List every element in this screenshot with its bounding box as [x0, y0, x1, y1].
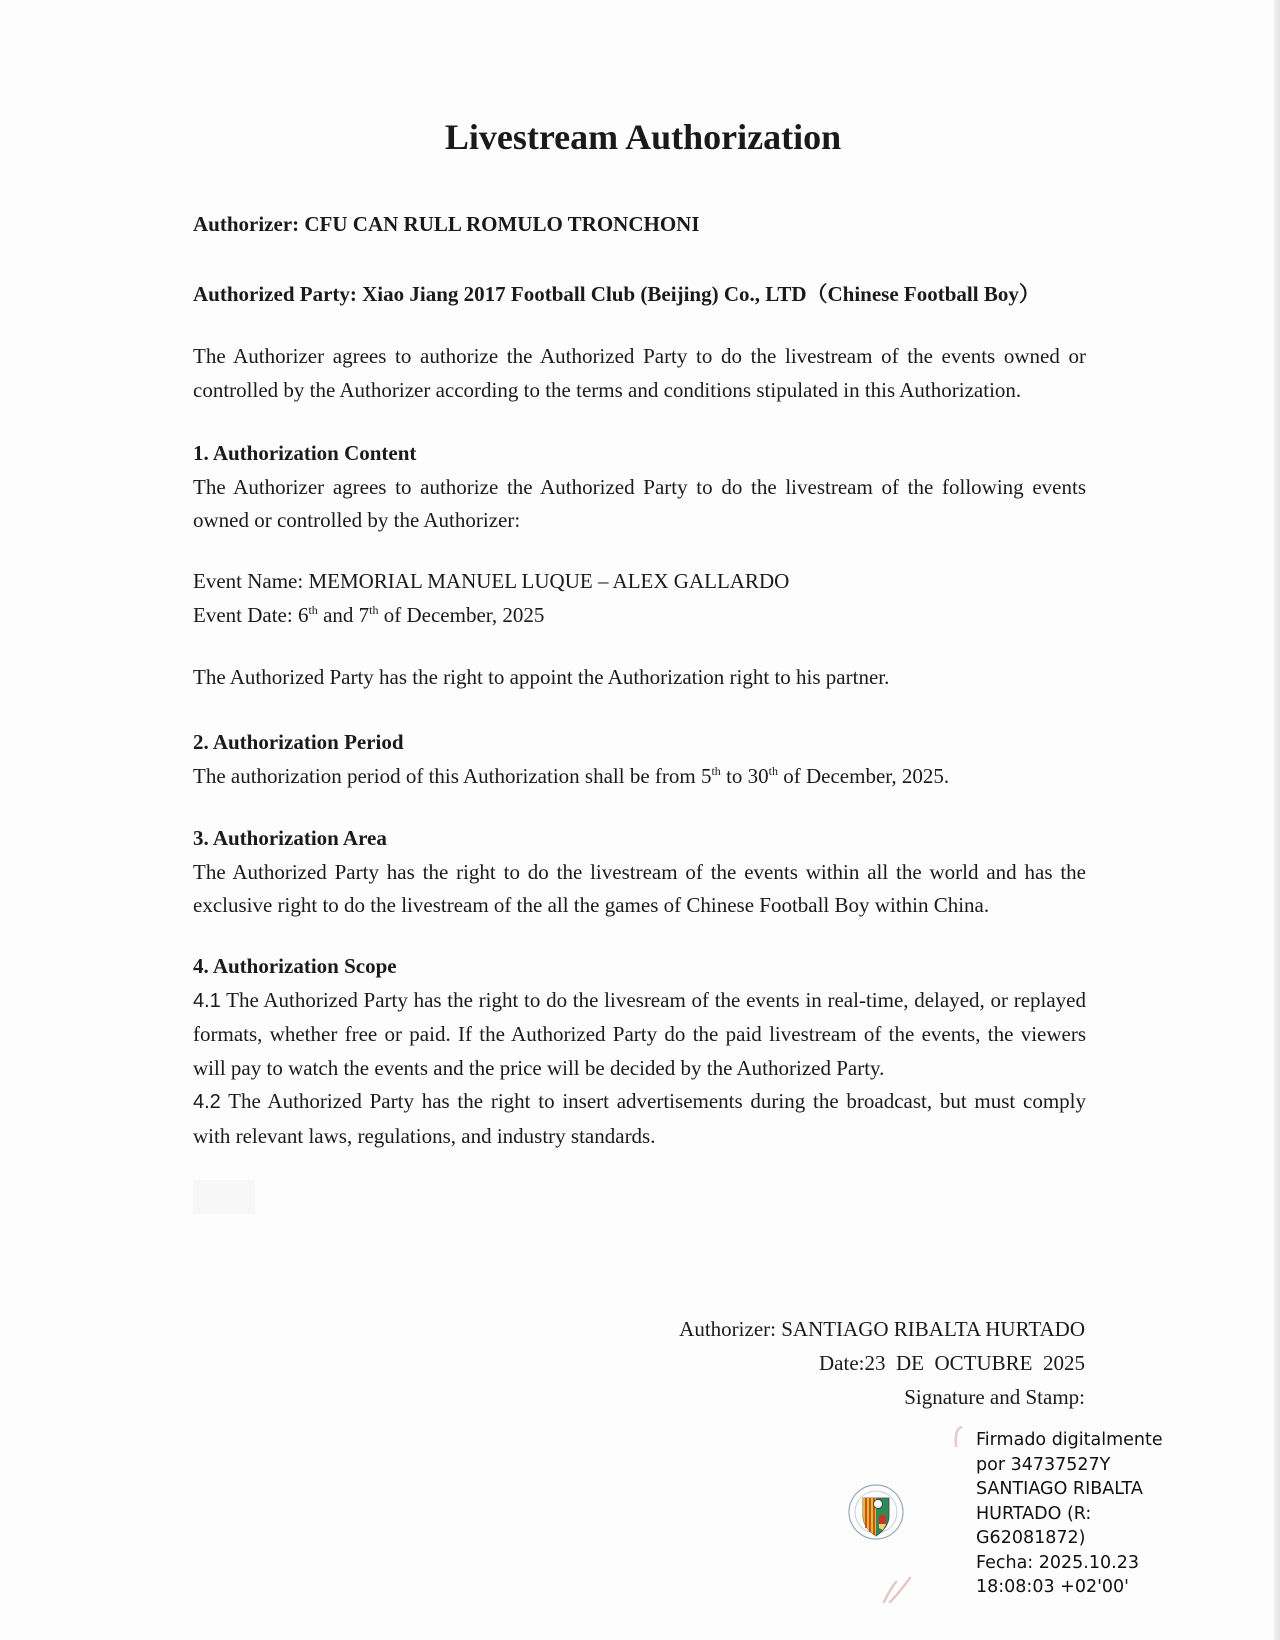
- digital-signature-line: SANTIAGO RIBALTA: [976, 1479, 1143, 1499]
- event-date: Event Date: 6th and 7th of December, 2025: [193, 602, 545, 627]
- event-details: [193, 565, 1086, 632]
- signature-label: Signature and Stamp:: [904, 1385, 1085, 1409]
- intro-paragraph: The Authorizer agrees to authorize the Authorized Party to do the livestream of the events owned or controlled by the Authorizer according to the terms and conditions stipulated in this Authorization.: [193, 344, 1086, 402]
- signature-block: [600, 1312, 1085, 1414]
- section-authorization-scope: [193, 950, 1086, 1153]
- scan-smudge: [193, 1180, 255, 1214]
- signature-authorizer: Authorizer: SANTIAGO RIBALTA HURTADO: [679, 1317, 1085, 1341]
- section-heading: 4. Authorization Scope: [193, 954, 397, 978]
- section-text: The Authorized Party has the right to do the livestream of the events within all the world and has the exclusive right to do the livestream of the all the games of Chinese Football Boy within China.: [193, 859, 1086, 917]
- authorized-party-line: Authorized Party: Xiao Jiang 2017 Football Club (Beijing) Co., LTD（Chinese Football Boy）: [193, 282, 1040, 306]
- pen-mark-icon: [952, 1425, 966, 1451]
- scope-item-1: 4.1 The Authorized Party has the right to do the livesream of the events in real-time, delayed, or replayed formats, whether free or paid. If the Authorized Party do the paid livestream of the events, the viewers will pay to watch the events and the price will be decided by the Authorized Party.: [193, 987, 1086, 1080]
- scope-item-2: 4.2 The Authorized Party has the right to insert advertisements during the broadcast, but must comply with relevant laws, regulations, and industry standards.: [193, 1089, 1086, 1148]
- digital-signature-line: Fecha: 2025.10.23: [976, 1552, 1139, 1573]
- club-crest-icon: [846, 1482, 906, 1548]
- digital-signature-line: por 34737527Y: [976, 1454, 1111, 1475]
- section-heading: 2. Authorization Period: [193, 730, 404, 754]
- signature-date: Date:23 DE OCTUBRE 2025: [819, 1351, 1085, 1375]
- appoint-text: The Authorized Party has the right to appoint the Authorization right to his partner.: [193, 665, 890, 689]
- authorizer-line: Authorizer: CFU CAN RULL ROMULO TRONCHONI: [193, 212, 700, 236]
- section-text: The authorization period of this Authorization shall be from 5th to 30th of December, 2025.: [193, 763, 950, 788]
- section-authorization-content: [193, 437, 1086, 538]
- page-edge: [1274, 0, 1280, 1640]
- digital-signature-line: 18:08:03 +02'00': [976, 1577, 1129, 1597]
- digital-signature-line: HURTADO (R:: [976, 1503, 1092, 1524]
- section-text: The Authorizer agrees to authorize the Authorized Party to do the livestream of the following events owned or controlled by the Authorizer:: [193, 474, 1086, 532]
- section-authorization-period: [193, 726, 1086, 793]
- section-authorization-area: [193, 822, 1086, 923]
- digital-signature-line: G62081872): [976, 1528, 1086, 1548]
- signature-scribble-icon: [878, 1572, 918, 1606]
- section-heading: 1. Authorization Content: [193, 441, 417, 465]
- page-title: Livestream Authorization: [444, 117, 842, 157]
- event-name: Event Name: MEMORIAL MANUEL LUQUE – ALEX GALLARDO: [193, 569, 790, 593]
- digital-signature-line: Firmado digitalmente: [976, 1430, 1163, 1450]
- digital-signature: [976, 1428, 1206, 1600]
- section-heading: 3. Authorization Area: [193, 826, 387, 850]
